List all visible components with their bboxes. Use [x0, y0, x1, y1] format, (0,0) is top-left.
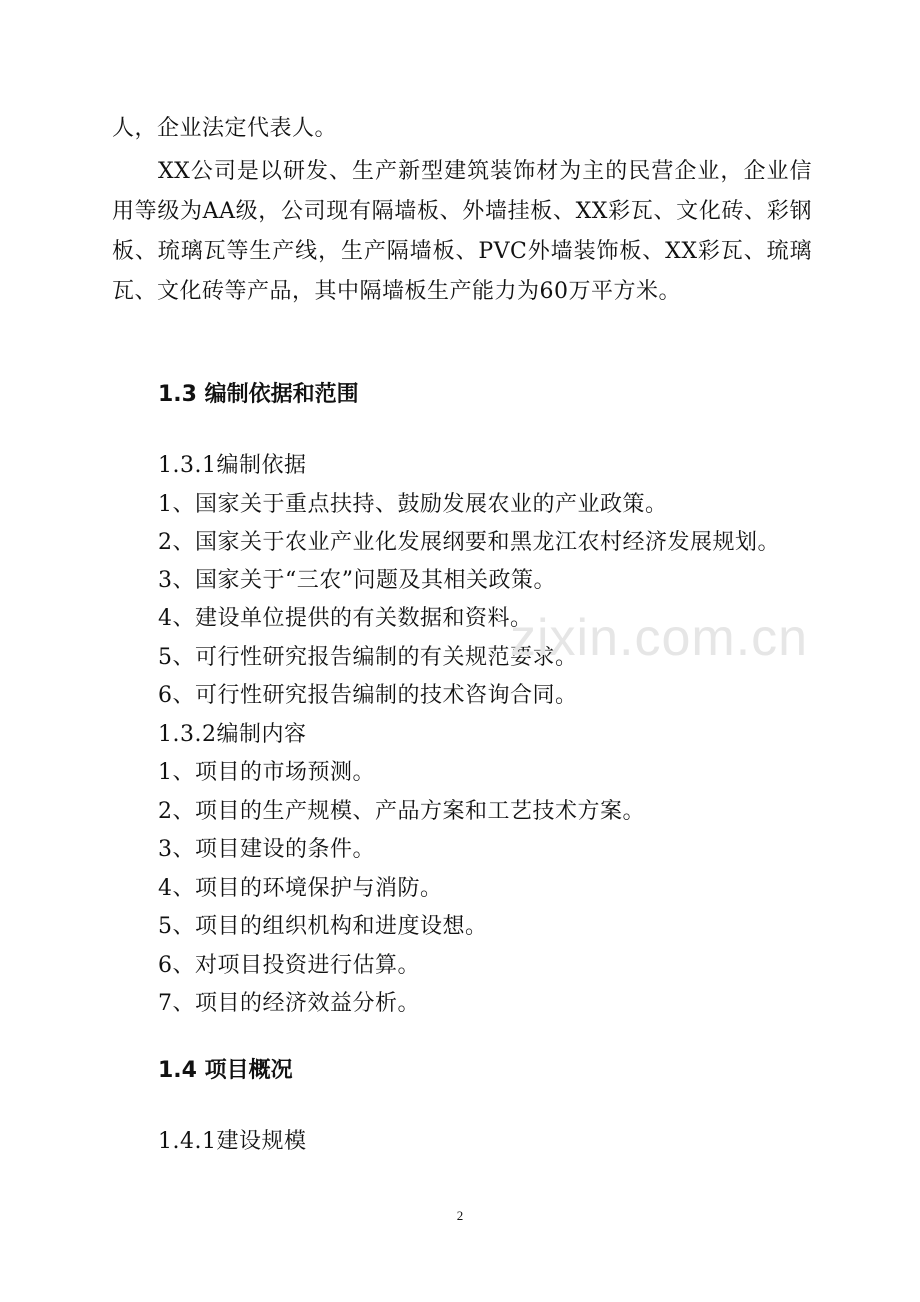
text-line: 人，企业法定代表人。: [112, 116, 338, 141]
list-item: 2、项目的生产规模、产品方案和工艺技术方案。: [158, 799, 645, 824]
paragraph-company: XX公司是以研发、生产新型建筑装饰材为主的民营企业，企业信用等级为AA级，公司现有隔墙板、外墙挂板、XX彩瓦、文化砖、彩钢板、琉璃瓦等生产线，生产隔墙板、PVC外墙装饰板、XX彩瓦、琉璃瓦、文化砖等产品，其中隔墙板生产能力为60万平方米。: [112, 159, 812, 304]
list-item: 6、对项目投资进行估算。: [158, 953, 420, 978]
list-item: 4、建设单位提供的有关数据和资料。: [158, 606, 533, 631]
list-item: 1、国家关于重点扶持、鼓励发展农业的产业政策。: [158, 492, 668, 517]
watermark: zixin.com.cn: [510, 609, 809, 667]
subheading-1-3-2: 1.3.2编制内容: [158, 722, 307, 747]
subheading-1-4-1: 1.4.1建设规模: [158, 1129, 307, 1154]
section-heading-1-3: 1.3 编制依据和范围: [158, 382, 359, 407]
list-item: 1、项目的市场预测。: [158, 760, 375, 785]
section-heading-1-4: 1.4 项目概况: [158, 1058, 293, 1083]
list-item: 5、项目的组织机构和进度设想。: [158, 914, 488, 939]
list-item: 6、可行性研究报告编制的技术咨询合同。: [158, 683, 578, 708]
list-item: 2、国家关于农业产业化发展纲要和黑龙江农村经济发展规划。: [158, 530, 780, 555]
page-number: 2: [456, 1208, 464, 1223]
list-item: 3、项目建设的条件。: [158, 837, 375, 862]
subheading-1-3-1: 1.3.1编制依据: [158, 453, 307, 478]
list-item: 5、可行性研究报告编制的有关规范要求。: [158, 645, 578, 670]
list-item: 4、项目的环境保护与消防。: [158, 876, 443, 901]
list-item: 7、项目的经济效益分析。: [158, 991, 420, 1016]
list-item: 3、国家关于“三农”问题及其相关政策。: [158, 568, 556, 593]
